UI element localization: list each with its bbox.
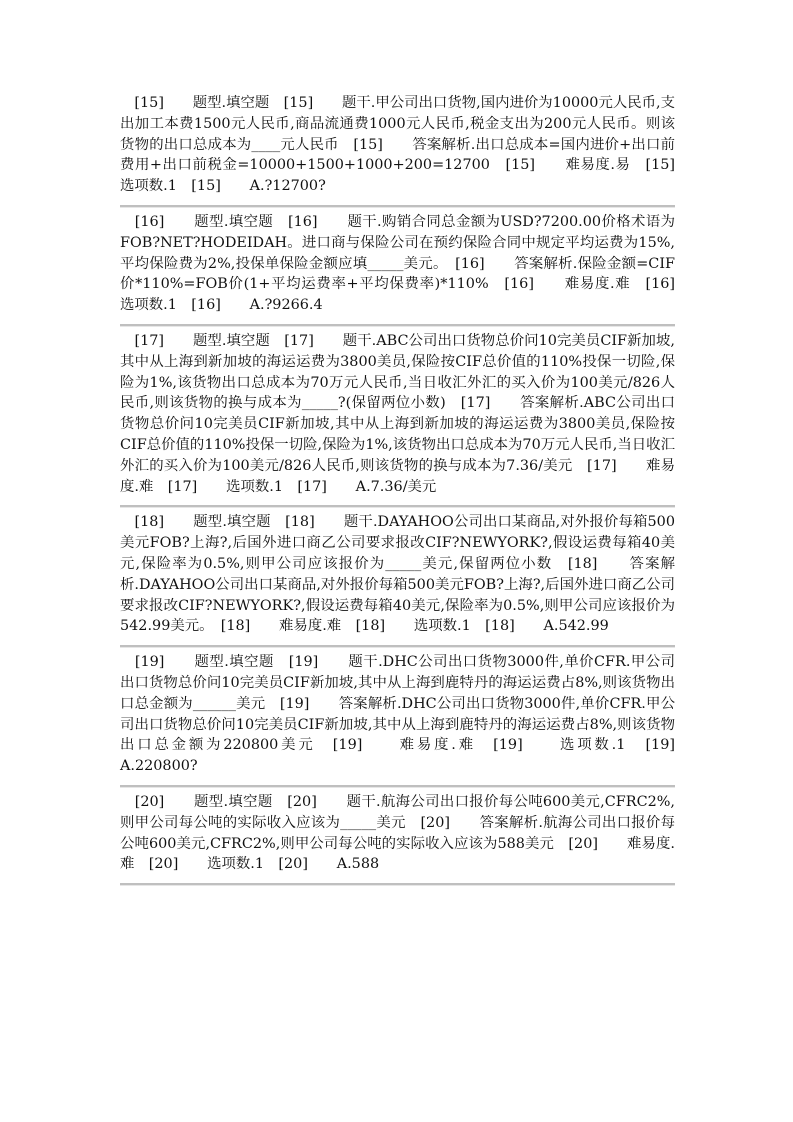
document-page bbox=[120, 93, 704, 890]
question-15 bbox=[120, 93, 704, 197]
divider bbox=[120, 785, 675, 788]
question-text: [20] 题型.填空题 [20] 题干.航海公司出口报价每公吨600美元,CFRC2%,则甲公司每公吨的实际收入应该为_____美元 [20] 答案解析.航海公司出口报价每公吨600美元,CFRC2%,则甲公司每公吨的实际收入应该为588美元 [20] 难易度.难 [20] 选项数.1 [20] A.588 bbox=[120, 793, 675, 873]
question-text: [15] 题型.填空题 [15] 题干.甲公司出口货物,国内进价为10000元人民币,支出加工本费1500元人民币,商品流通费1000元人民币,税金支出为200元人民币。则该货物的出口总成本为____元人民币 [15] 答案解析.出口总成本=国内进价+出口前费用+出口前税金=10000+1500+1000+200=12700 [15] 难易度.易 [15] 选项数.1 [15] A.?12700? bbox=[120, 95, 704, 195]
question-17 bbox=[120, 331, 675, 497]
divider bbox=[120, 205, 675, 208]
divider bbox=[120, 883, 675, 886]
question-16 bbox=[120, 212, 704, 316]
question-text: [16] 题型.填空题 [16] 题干.购销合同总金额为USD?7200.00价格术语为FOB?NET?HODEIDAH。进口商与保险公司在预约保险合同中规定平均运费为15%,平均保险费为2%,投保单保险金额应填_____美元。 [16] 答案解析.保险金额=CIF价*110%=FOB价(1+平均运费率+平均保费率)*110% [16] 难易度.难 [16] 选项数.1 [16] A.?9266.4 bbox=[120, 213, 704, 314]
question-text: [19] 题型.填空题 [19] 题干.DHC公司出口货物3000件,单价CFR.甲公司出口货物总价问10完美员CIF新加坡,其中从上海到鹿特丹的海运运费占8%,则该货物出口总金额为______美元 [19] 答案解析.DHC公司出口货物3000件,单价CFR.甲公司出口货物总价问10完美员CIF新加坡,其中从上海到鹿特丹的海运运费占8%,则该货物出口总金额为220800美元 [19] 难易度.难 [19] 选项数.1 [19] A.220800? bbox=[120, 654, 704, 775]
question-18 bbox=[120, 512, 675, 637]
question-text: [17] 题型.填空题 [17] 题干.ABC公司出口货物总价问10完美员CIF新加坡,其中从上海到新加坡的海运运费为3800美员,保险按CIF总价值的110%投保一切险,保险为1%,该货物出口总成本为70万元人民币,当日收汇外汇的买入价为100美元/826人民币,则该货物的换与成本为_____?(保留两位小数) [17] 答案解析.ABC公司出口货物总价问10完美员CIF新加坡,其中从上海到新加坡的海运运费为3800美员,保险按CIF总价值的110%投保一切险,保险为1%,该货物出口总成本为70万元人民币,当日收汇外汇的买入价为100美元/826人民币,则该货物的换与成本为7.36/美元 [17] 难易度.难 [17] 选项数.1 [17] A.7.36/美元 bbox=[120, 332, 675, 495]
divider bbox=[120, 324, 675, 327]
question-19 bbox=[120, 652, 704, 777]
question-20 bbox=[120, 792, 675, 875]
divider bbox=[120, 505, 675, 508]
divider bbox=[120, 645, 675, 648]
question-text: [18] 题型.填空题 [18] 题干.DAYAHOO公司出口某商品,对外报价每箱500美元FOB?上海?,后国外进口商乙公司要求报改CIF?NEWYORK?,假设运费每箱40美元,保险率为0.5%,则甲公司应该报价为_____美元,保留两位小数 [18] 答案解析.DAYAHOO公司出口某商品,对外报价每箱500美元FOB?上海?,后国外进口商乙公司要求报改CIF?NEWYORK?,假设运费每箱40美元,保险率为0.5%,则甲公司应该报价为542.99美元。 [18] 难易度.难 [18] 选项数.1 [18] A.542.99 bbox=[120, 514, 675, 635]
